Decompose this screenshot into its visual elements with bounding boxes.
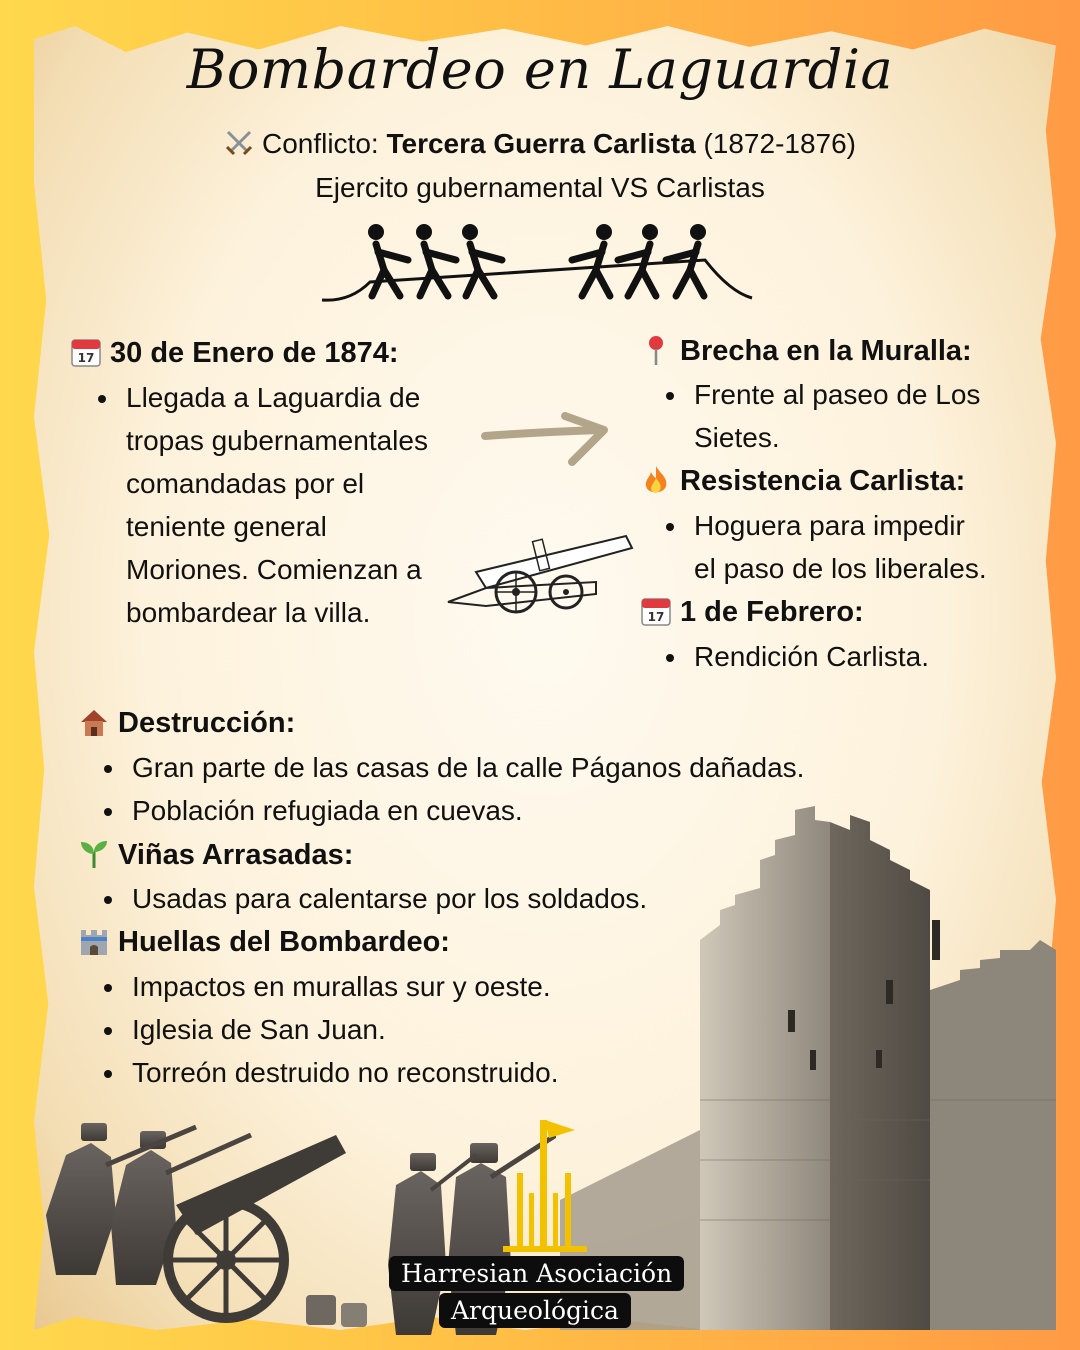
jan-bullets	[92, 376, 472, 634]
conflict-label: Conflicto:	[261, 128, 379, 159]
svg-text:17: 17	[77, 351, 95, 365]
conflict-name: Tercera Guerra Carlista	[386, 128, 696, 159]
calendar-icon	[640, 595, 672, 627]
tug-of-war-illustration	[320, 222, 755, 306]
cannon-sketch-illustration	[446, 522, 646, 622]
list-item: Impactos en murallas sur y oeste.	[98, 965, 958, 1008]
heading-febrero: 17 1 de Febrero:	[640, 595, 864, 629]
conflict-years: (1872-1876)	[703, 128, 857, 159]
resistencia-bullets	[660, 504, 1040, 590]
conflict-line	[0, 128, 1080, 160]
list-item: Iglesia de San Juan.	[98, 1008, 958, 1051]
house-icon	[78, 706, 110, 738]
list-item: Población refugiada en cuevas.	[98, 789, 958, 832]
svg-text:17: 17	[647, 610, 665, 624]
castle-icon	[78, 925, 110, 957]
destruccion-bullets	[98, 746, 958, 832]
febrero-bullets	[660, 635, 1040, 678]
page-title: Bombardeo en Laguardia	[186, 38, 894, 101]
vinas-bullets	[98, 877, 958, 920]
seedling-icon	[78, 838, 110, 870]
logo-text-line2: Arqueológica	[439, 1293, 631, 1328]
list-item: Torreón destruido no reconstruido.	[98, 1051, 958, 1094]
list-item: Gran parte de las casas de la calle Páganos dañadas.	[98, 746, 958, 789]
heading-brecha: Brecha en la Muralla:	[640, 334, 972, 368]
calendar-icon	[70, 336, 102, 368]
sides-line: Ejercito gubernamental VS Carlistas	[315, 172, 765, 203]
heading-huellas: Huellas del Bombardeo:	[78, 925, 450, 959]
crossed-swords-icon	[224, 128, 254, 158]
heading-destruccion: Destrucción:	[78, 706, 295, 740]
huellas-bullets	[98, 965, 958, 1094]
list-item: Hoguera para impedir el paso de los liberales.	[660, 504, 1040, 590]
arrow-right-icon	[480, 410, 615, 470]
fire-icon	[640, 464, 672, 496]
heading-resistencia: Resistencia Carlista:	[640, 464, 965, 498]
list-item: Usadas para calentarse por los soldados.	[98, 877, 958, 920]
list-item: Rendición Carlista.	[660, 635, 1040, 678]
list-item: Llegada a Laguardia de tropas gubernamentales comandadas por el teniente general Moriones. Comienzan a bombardear la villa.	[92, 376, 472, 634]
heading-vinas: Viñas Arrasadas:	[78, 838, 353, 872]
date-heading-label: 30 de Enero de 1874:	[110, 337, 399, 369]
association-logo-icon	[495, 1118, 595, 1258]
brecha-bullets	[660, 373, 1040, 459]
logo-text-line1: Harresian Asociación	[389, 1256, 684, 1291]
pin-icon	[640, 334, 672, 366]
date-heading-jan	[70, 336, 399, 370]
list-item: Frente al paseo de Los Sietes.	[660, 373, 1040, 459]
